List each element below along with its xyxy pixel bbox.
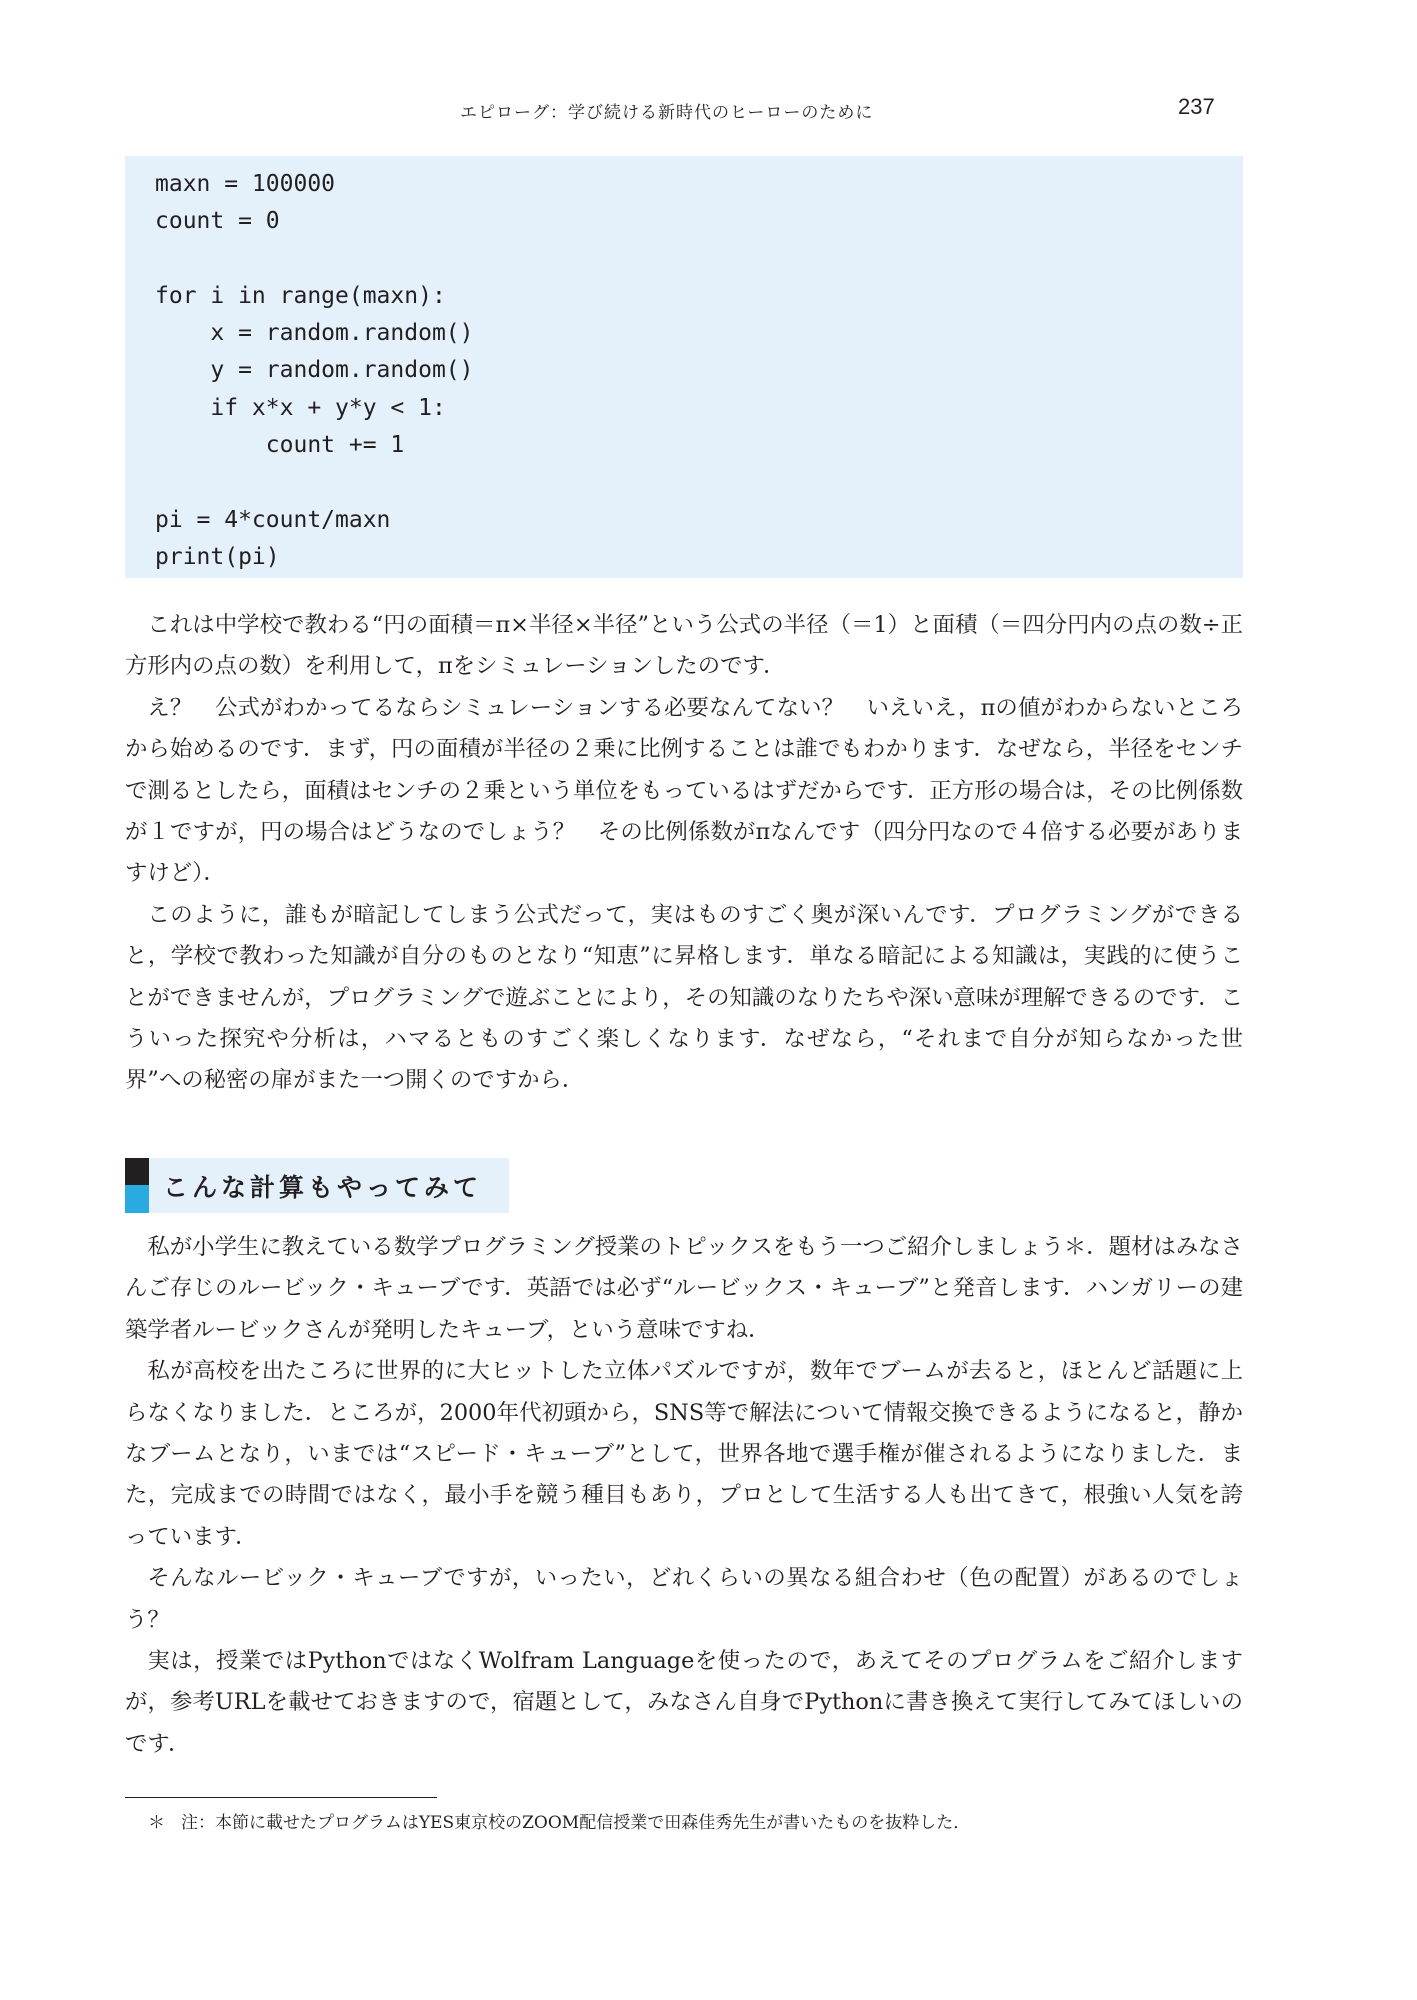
paragraph: このように，誰もが暗記してしまう公式だって，実はものすごく奥が深いんです．プログラミングができると，学校で教わった知識が自分のものとなり“知恵”に昇格します．単なる暗記による知識は，実践的に使うことができませんが，プログラミングで遊ぶことにより，その知識のなりたちや深い意味が理解できるのです．こういった探究や分析は，ハマるとものすごく楽しくなります．なぜなら，“それまで自分が知らなかった世界”への秘密の扉がまた一つ開くのですから． (125, 901, 1243, 1094)
code-line: if x*x + y*y < 1: (155, 394, 446, 421)
paragraph: 実は，授業ではPythonではなくWolfram Languageを使ったので，あえてそのプログラムをご紹介しますが，参考URLを載せておきますので，宿題として，みなさん自身でPythonに書き換えて実行してみてほしいのです． (125, 1648, 1243, 1757)
code-line: y = random.random() (155, 357, 474, 384)
footnote-mark: ＊ (148, 1813, 165, 1833)
code-line: count += 1 (155, 432, 405, 459)
paragraph: 私が小学生に教えている数学プログラミング授業のトピックスをもう一つご紹介しましょう＊．題材はみなさんご存じのルービック・キューブです．英語では必ず“ルービックス・キューブ”と発音します．ハンガリーの建築学者ルービックさんが発明したキューブ，という意味ですね． (125, 1234, 1243, 1343)
code-line (155, 464, 1243, 501)
page-number: 237 (1178, 94, 1215, 119)
paragraph: これは中学校で教わる“円の面積＝π×半径×半径”という公式の半径（＝1）と面積（＝四分円内の点の数÷正方形内の点の数）を利用して，πをシミュレーションしたのです． (125, 612, 1243, 680)
heading-marker-dark (125, 1158, 149, 1185)
code-line: for i in range(maxn): (155, 282, 446, 309)
footnote (148, 1808, 970, 1833)
code-line: pi = 4*count/maxn (155, 506, 391, 533)
code-line: count = 0 (155, 208, 280, 235)
code-line: print(pi) (155, 543, 280, 570)
paragraph: 私が高校を出たころに世界的に大ヒットした立体パズルですが，数年でブームが去ると，ほとんど話題に上らなくなりました．ところが，2000年代初頭から，SNS等で解法について情報交換できるようになると，静かなブームとなり，いまでは“スピード・キューブ”として，世界各地で選手権が催されるようになりました．また，完成までの時間ではなく，最小手を競う種目もあり，プロとして生活する人も出てきて，根強い人気を誇っています． (125, 1358, 1243, 1550)
body-text-section-1 (125, 605, 1243, 1102)
section-heading (125, 1158, 509, 1213)
paragraph: そんなルービック・キューブですが，いったい，どれくらいの異なる組合わせ（色の配置）があるのでしょう？ (125, 1565, 1243, 1633)
code-block (125, 156, 1243, 578)
footnote-text: 注：本節に載せたプログラムはYES東京校のZOOM配信授業で田森佳秀先生が書いたものを抜粋した． (181, 1813, 971, 1833)
body-text-section-2 (125, 1227, 1243, 1765)
section-heading-text: こんな計算もやってみて (163, 1173, 483, 1202)
footnote-divider (125, 1797, 437, 1798)
running-header: エピローグ：学び続ける新時代のヒーローのために (460, 103, 874, 123)
code-line (155, 241, 1243, 278)
paragraph: え？ 公式がわかってるならシミュレーションする必要なんてない？ いえいえ，πの値がわからないところから始めるのです．まず，円の面積が半径の２乗に比例することは誰でもわかります．なぜなら，半径をセンチで測るとしたら，面積はセンチの２乗という単位をもっているはずだからです．正方形の場合は，その比例係数が１ですが，円の場合はどうなのでしょう？ その比例係数がπなんです（四分円なので４倍する必要がありますけど）． (125, 694, 1243, 887)
code-line: maxn = 100000 (155, 171, 336, 197)
code-line: x = random.random() (155, 320, 474, 347)
heading-marker-accent (125, 1185, 149, 1213)
